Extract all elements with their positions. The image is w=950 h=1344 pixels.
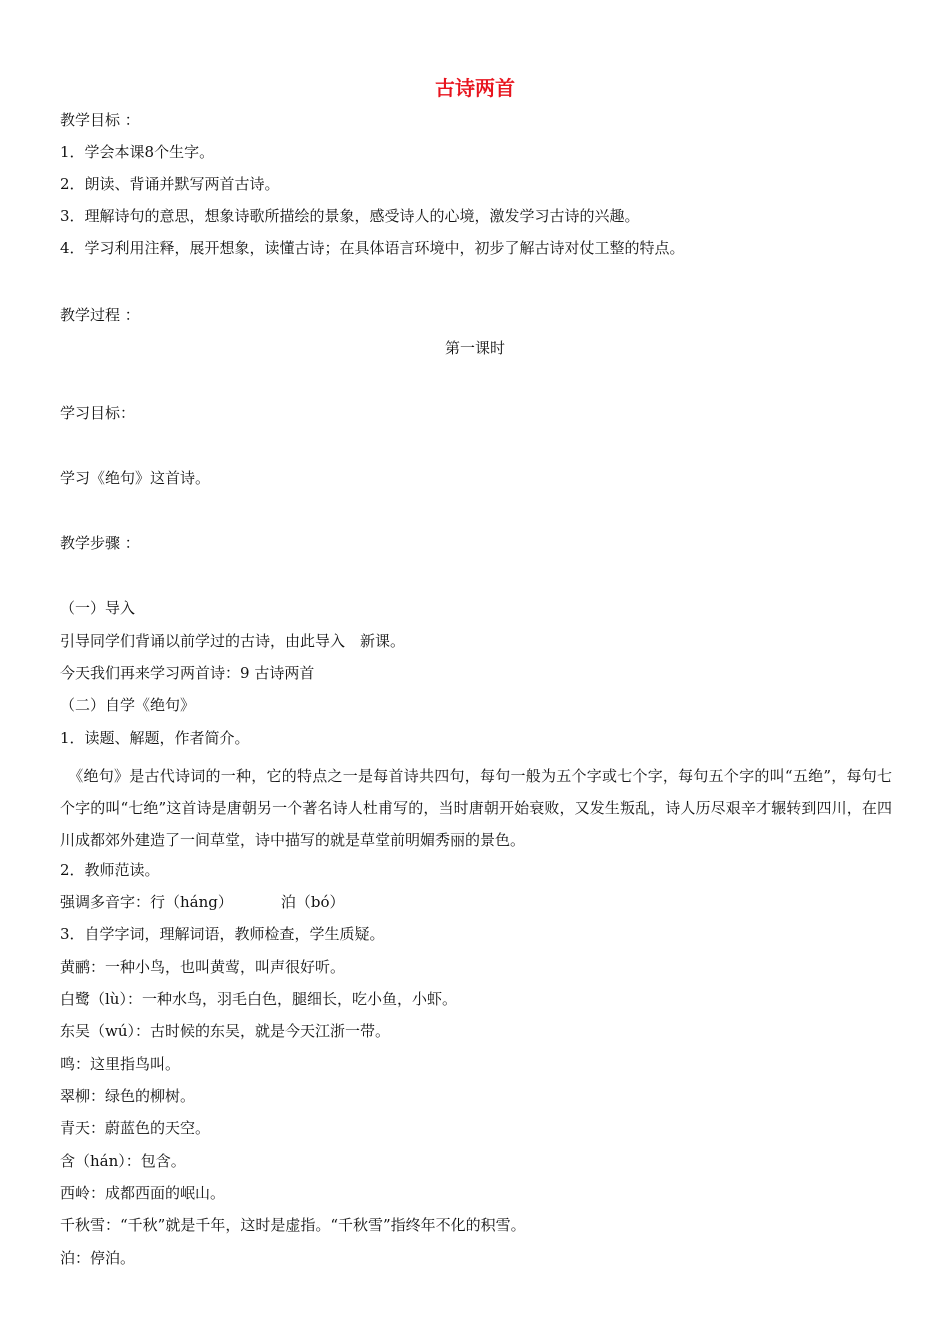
goals-heading: 教学目标 ：: [60, 111, 140, 129]
glossary-item: 西岭：成都西面的岷山。: [60, 1184, 226, 1202]
step-item: 3．自学字词，理解词语，教师检查，学生质疑。: [60, 925, 385, 943]
steps-heading: 教学步骤 ：: [60, 534, 140, 552]
goal-item: 2．朗读、背诵并默写两首古诗。: [60, 175, 280, 193]
section-heading: （一）导入: [60, 599, 136, 617]
section-heading: （二）自学《绝句》: [60, 696, 196, 714]
glossary-item: 翠柳：绿色的柳树。: [60, 1087, 196, 1105]
glossary-item: 含（hán）：包含。: [60, 1152, 186, 1170]
glossary-item: 东吴（wú）：古时候的东吴，就是今天江浙一带。: [60, 1022, 391, 1040]
polyphone-second: 泊（bó）: [280, 893, 345, 911]
glossary-item: 泊：停泊。: [60, 1249, 136, 1267]
intro-line: 今天我们再来学习两首诗：9 古诗两首: [60, 664, 315, 682]
goal-item: 1．学会本课8个生字。: [60, 143, 215, 161]
glossary-item: 青天：蔚蓝色的天空。: [60, 1119, 211, 1137]
study-goal: 学习《绝句》这首诗。: [60, 469, 211, 487]
polyphone-first: 强调多音字：行（háng）: [60, 893, 233, 911]
step-item: 2．教师范读。: [60, 861, 160, 879]
document-title: 古诗两首: [435, 76, 515, 100]
polyphone-line: [60, 892, 345, 912]
goal-item: 4．学习利用注释，展开想象，读懂古诗；在具体语言环境中，初步了解古诗对仗工整的特点。: [60, 239, 685, 257]
intro-line: 引导同学们背诵以前学过的古诗，由此导入 新课。: [60, 632, 406, 650]
study-goal-heading: 学习目标：: [60, 404, 136, 422]
glossary-item: 白鹭（lù）：一种水鸟，羽毛白色，腿细长，吃小鱼，小虾。: [60, 990, 457, 1008]
goal-item: 3．理解诗句的意思，想象诗歌所描绘的景象，感受诗人的心境，激发学习古诗的兴趣。: [60, 207, 640, 225]
lesson-label: 第一课时: [444, 339, 505, 357]
step-item: 1．读题、解题，作者简介。: [60, 729, 250, 747]
process-heading: 教学过程 ：: [60, 306, 140, 324]
glossary-item: 鸣：这里指鸟叫。: [60, 1055, 181, 1073]
glossary-item: 千秋雪：“千秋”就是千年，这时是虚指。“千秋雪”指终年不化的积雪。: [60, 1216, 526, 1234]
intro-paragraph: 《绝句》是古代诗词的一种，它的特点之一是每首诗共四句，每句一般为五个字或七个字，每句五个字的叫“五绝”，每句七个字的叫“七绝”这首诗是唐朝另一个著名诗人杜甫写的，当时唐朝开始衰败，又发生叛乱，诗人历尽艰辛才辗转到四川，在四川成都郊外建造了一间草堂，诗中描写的就是草堂前明媚秀丽的景色。: [60, 767, 892, 849]
glossary-item: 黄鹂：一种小鸟，也叫黄莺，叫声很好听。: [60, 958, 346, 976]
